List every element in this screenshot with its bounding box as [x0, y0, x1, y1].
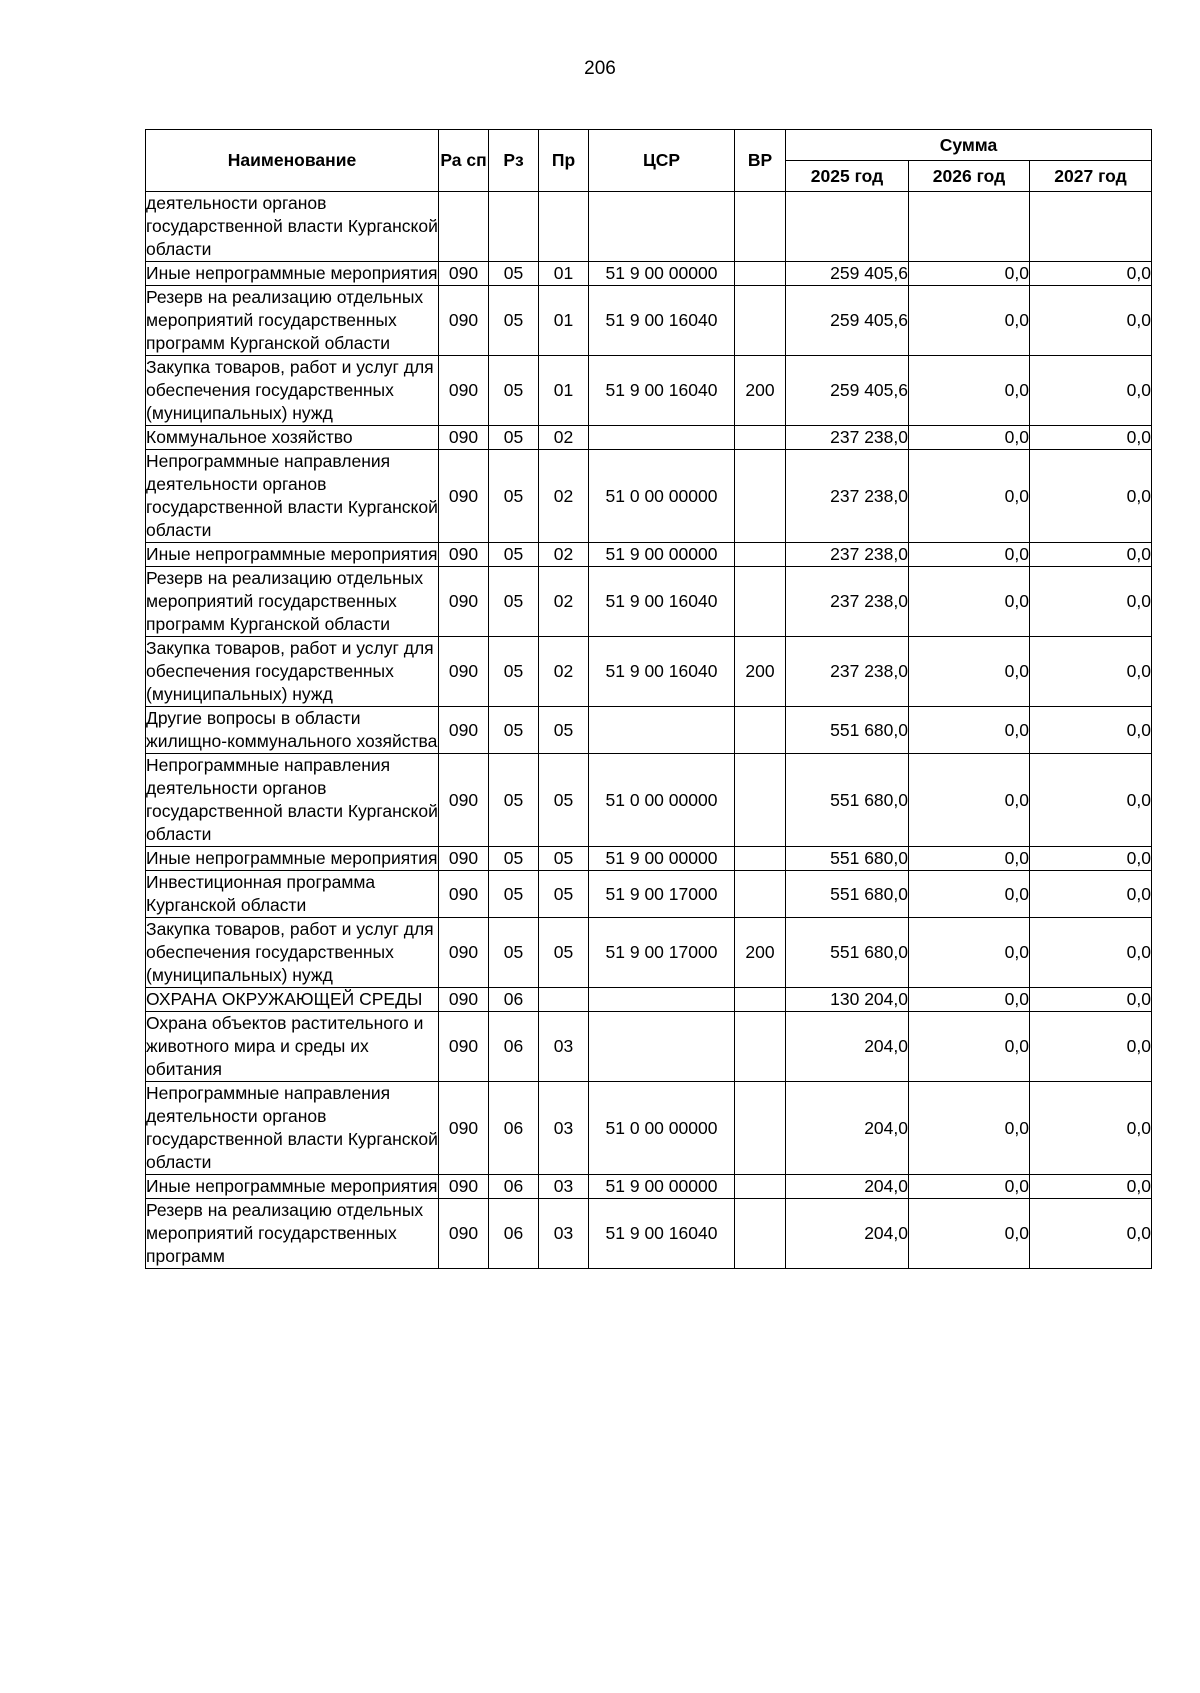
cell-csr: 51 9 00 17000 [589, 871, 735, 918]
cell-rz: 05 [489, 426, 539, 450]
cell-rz: 06 [489, 1012, 539, 1082]
cell-2026 [909, 192, 1030, 262]
cell-csr: 51 9 00 00000 [589, 262, 735, 286]
cell-csr: 51 0 00 00000 [589, 450, 735, 543]
cell-rasp: 090 [439, 286, 489, 356]
cell-csr [589, 707, 735, 754]
table-row [146, 262, 1152, 286]
cell-rz: 06 [489, 988, 539, 1012]
cell-2026: 0,0 [909, 871, 1030, 918]
cell-2026: 0,0 [909, 543, 1030, 567]
cell-csr: 51 9 00 17000 [589, 918, 735, 988]
cell-vr [735, 1175, 786, 1199]
cell-name: Резерв на реализацию отдельных мероприятий государственных программ Курганской области [146, 286, 439, 356]
cell-rz: 06 [489, 1175, 539, 1199]
cell-2025: 204,0 [786, 1199, 909, 1269]
cell-rz: 05 [489, 871, 539, 918]
table-row [146, 1012, 1152, 1082]
cell-vr [735, 754, 786, 847]
cell-rasp: 090 [439, 707, 489, 754]
cell-pr: 03 [539, 1012, 589, 1082]
cell-pr: 02 [539, 637, 589, 707]
cell-2026: 0,0 [909, 1175, 1030, 1199]
cell-name: Резерв на реализацию отдельных мероприятий государственных программ Курганской области [146, 567, 439, 637]
table-row [146, 543, 1152, 567]
header-2026: 2026 год [909, 161, 1030, 192]
cell-2025: 259 405,6 [786, 356, 909, 426]
cell-rz: 05 [489, 543, 539, 567]
cell-name: Непрограммные направления деятельности органов государственной власти Курганской области [146, 450, 439, 543]
cell-rasp: 090 [439, 543, 489, 567]
cell-2027: 0,0 [1030, 543, 1152, 567]
cell-csr [589, 192, 735, 262]
cell-2027: 0,0 [1030, 918, 1152, 988]
cell-2026: 0,0 [909, 637, 1030, 707]
cell-csr: 51 0 00 00000 [589, 754, 735, 847]
cell-name: Непрограммные направления деятельности органов государственной власти Курганской области [146, 1082, 439, 1175]
cell-rasp: 090 [439, 988, 489, 1012]
table-row [146, 1082, 1152, 1175]
cell-vr: 200 [735, 918, 786, 988]
cell-name: Закупка товаров, работ и услуг для обеспечения государственных (муниципальных) нужд [146, 637, 439, 707]
cell-csr [589, 988, 735, 1012]
cell-pr: 03 [539, 1199, 589, 1269]
cell-2026: 0,0 [909, 707, 1030, 754]
cell-vr [735, 1199, 786, 1269]
cell-2025: 237 238,0 [786, 426, 909, 450]
header-2027: 2027 год [1030, 161, 1152, 192]
table-row [146, 988, 1152, 1012]
cell-rasp: 090 [439, 1082, 489, 1175]
table-row [146, 286, 1152, 356]
cell-rasp: 090 [439, 426, 489, 450]
cell-2026: 0,0 [909, 1199, 1030, 1269]
cell-2026: 0,0 [909, 988, 1030, 1012]
cell-pr: 05 [539, 871, 589, 918]
cell-csr [589, 426, 735, 450]
cell-2025: 551 680,0 [786, 707, 909, 754]
cell-vr [735, 988, 786, 1012]
cell-2025: 237 238,0 [786, 543, 909, 567]
cell-vr [735, 426, 786, 450]
cell-2025: 551 680,0 [786, 847, 909, 871]
cell-pr: 05 [539, 918, 589, 988]
header-vr: ВР [735, 130, 786, 192]
cell-2027: 0,0 [1030, 871, 1152, 918]
cell-2027: 0,0 [1030, 707, 1152, 754]
cell-pr: 01 [539, 286, 589, 356]
cell-rasp: 090 [439, 637, 489, 707]
table-row [146, 567, 1152, 637]
cell-csr: 51 9 00 16040 [589, 356, 735, 426]
cell-rasp: 090 [439, 847, 489, 871]
cell-2026: 0,0 [909, 286, 1030, 356]
cell-2027: 0,0 [1030, 1012, 1152, 1082]
cell-vr [735, 262, 786, 286]
cell-pr: 05 [539, 847, 589, 871]
cell-2027: 0,0 [1030, 847, 1152, 871]
cell-rasp: 090 [439, 450, 489, 543]
cell-pr: 01 [539, 356, 589, 426]
cell-2025: 259 405,6 [786, 262, 909, 286]
cell-pr: 01 [539, 262, 589, 286]
cell-pr: 03 [539, 1175, 589, 1199]
cell-name: ОХРАНА ОКРУЖАЮЩЕЙ СРЕДЫ [146, 988, 439, 1012]
table-row [146, 450, 1152, 543]
cell-vr [735, 871, 786, 918]
header-pr: Пр [539, 130, 589, 192]
cell-name: Непрограммные направления деятельности органов государственной власти Курганской области [146, 754, 439, 847]
table-row [146, 918, 1152, 988]
header-rasp: Ра сп [439, 130, 489, 192]
table-row [146, 426, 1152, 450]
cell-2027: 0,0 [1030, 567, 1152, 637]
cell-vr [735, 1082, 786, 1175]
cell-vr [735, 567, 786, 637]
cell-rz: 06 [489, 1199, 539, 1269]
cell-vr: 200 [735, 637, 786, 707]
cell-2025: 204,0 [786, 1012, 909, 1082]
cell-name: Охрана объектов растительного и животного мира и среды их обитания [146, 1012, 439, 1082]
table-row [146, 356, 1152, 426]
table-body [146, 192, 1152, 1269]
cell-name: Инвестиционная программа Курганской области [146, 871, 439, 918]
cell-pr: 02 [539, 426, 589, 450]
cell-rasp [439, 192, 489, 262]
cell-rasp: 090 [439, 1175, 489, 1199]
cell-name: Резерв на реализацию отдельных мероприятий государственных программ [146, 1199, 439, 1269]
cell-name: Коммунальное хозяйство [146, 426, 439, 450]
cell-vr [735, 450, 786, 543]
cell-2025: 237 238,0 [786, 567, 909, 637]
header-sum: Сумма [786, 130, 1152, 161]
table-row [146, 707, 1152, 754]
cell-2027: 0,0 [1030, 450, 1152, 543]
cell-2026: 0,0 [909, 450, 1030, 543]
budget-table [145, 129, 1152, 1269]
cell-rz: 05 [489, 847, 539, 871]
cell-rasp: 090 [439, 567, 489, 637]
cell-rasp: 090 [439, 1012, 489, 1082]
cell-pr: 02 [539, 567, 589, 637]
cell-2026: 0,0 [909, 262, 1030, 286]
table-row [146, 192, 1152, 262]
cell-name: Закупка товаров, работ и услуг для обеспечения государственных (муниципальных) нужд [146, 918, 439, 988]
cell-2027: 0,0 [1030, 1082, 1152, 1175]
cell-2027: 0,0 [1030, 754, 1152, 847]
cell-2027: 0,0 [1030, 1175, 1152, 1199]
cell-vr [735, 543, 786, 567]
cell-rz: 05 [489, 450, 539, 543]
cell-rasp: 090 [439, 754, 489, 847]
header-2025: 2025 год [786, 161, 909, 192]
cell-csr: 51 9 00 00000 [589, 543, 735, 567]
cell-2026: 0,0 [909, 918, 1030, 988]
cell-vr [735, 192, 786, 262]
cell-2027 [1030, 192, 1152, 262]
cell-2027: 0,0 [1030, 356, 1152, 426]
cell-name: Иные непрограммные мероприятия [146, 847, 439, 871]
cell-rasp: 090 [439, 262, 489, 286]
cell-2026: 0,0 [909, 754, 1030, 847]
cell-pr [539, 192, 589, 262]
cell-2027: 0,0 [1030, 637, 1152, 707]
cell-2026: 0,0 [909, 356, 1030, 426]
cell-vr [735, 286, 786, 356]
cell-pr: 02 [539, 450, 589, 543]
table-row [146, 847, 1152, 871]
cell-rz: 05 [489, 567, 539, 637]
cell-2025: 237 238,0 [786, 450, 909, 543]
table-row [146, 1175, 1152, 1199]
cell-2026: 0,0 [909, 426, 1030, 450]
cell-csr: 51 9 00 00000 [589, 1175, 735, 1199]
cell-2025: 237 238,0 [786, 637, 909, 707]
cell-2027: 0,0 [1030, 286, 1152, 356]
cell-name: Другие вопросы в области жилищно-коммунального хозяйства [146, 707, 439, 754]
cell-rz [489, 192, 539, 262]
cell-rz: 05 [489, 356, 539, 426]
cell-2025: 259 405,6 [786, 286, 909, 356]
header-csr: ЦСР [589, 130, 735, 192]
header-rz: Рз [489, 130, 539, 192]
cell-vr [735, 707, 786, 754]
cell-rz: 05 [489, 918, 539, 988]
cell-vr: 200 [735, 356, 786, 426]
cell-2027: 0,0 [1030, 988, 1152, 1012]
cell-pr [539, 988, 589, 1012]
cell-name: деятельности органов государственной власти Курганской области [146, 192, 439, 262]
cell-2025: 551 680,0 [786, 871, 909, 918]
cell-pr: 05 [539, 754, 589, 847]
table-row [146, 871, 1152, 918]
cell-pr: 05 [539, 707, 589, 754]
cell-name: Иные непрограммные мероприятия [146, 262, 439, 286]
cell-2025: 130 204,0 [786, 988, 909, 1012]
cell-2025 [786, 192, 909, 262]
cell-vr [735, 1012, 786, 1082]
cell-pr: 03 [539, 1082, 589, 1175]
table-header [146, 130, 1152, 192]
cell-csr: 51 0 00 00000 [589, 1082, 735, 1175]
cell-rasp: 090 [439, 356, 489, 426]
cell-2025: 204,0 [786, 1175, 909, 1199]
header-name: Наименование [146, 130, 439, 192]
cell-rasp: 090 [439, 871, 489, 918]
cell-2027: 0,0 [1030, 262, 1152, 286]
cell-rasp: 090 [439, 1199, 489, 1269]
cell-2026: 0,0 [909, 1082, 1030, 1175]
cell-2027: 0,0 [1030, 426, 1152, 450]
cell-2025: 551 680,0 [786, 918, 909, 988]
page-number: 206 [584, 58, 616, 79]
cell-rz: 05 [489, 707, 539, 754]
cell-csr: 51 9 00 00000 [589, 847, 735, 871]
cell-csr: 51 9 00 16040 [589, 567, 735, 637]
cell-name: Иные непрограммные мероприятия [146, 543, 439, 567]
cell-2025: 551 680,0 [786, 754, 909, 847]
cell-rz: 06 [489, 1082, 539, 1175]
cell-rz: 05 [489, 286, 539, 356]
cell-rz: 05 [489, 637, 539, 707]
cell-name: Иные непрограммные мероприятия [146, 1175, 439, 1199]
cell-rz: 05 [489, 754, 539, 847]
cell-rz: 05 [489, 262, 539, 286]
table-row [146, 1199, 1152, 1269]
cell-csr: 51 9 00 16040 [589, 637, 735, 707]
cell-csr [589, 1012, 735, 1082]
cell-rasp: 090 [439, 918, 489, 988]
cell-vr [735, 847, 786, 871]
cell-2026: 0,0 [909, 1012, 1030, 1082]
cell-csr: 51 9 00 16040 [589, 1199, 735, 1269]
cell-2026: 0,0 [909, 847, 1030, 871]
cell-name: Закупка товаров, работ и услуг для обеспечения государственных (муниципальных) нужд [146, 356, 439, 426]
table-row [146, 754, 1152, 847]
cell-2025: 204,0 [786, 1082, 909, 1175]
cell-pr: 02 [539, 543, 589, 567]
cell-2027: 0,0 [1030, 1199, 1152, 1269]
cell-csr: 51 9 00 16040 [589, 286, 735, 356]
cell-2026: 0,0 [909, 567, 1030, 637]
table-row [146, 637, 1152, 707]
